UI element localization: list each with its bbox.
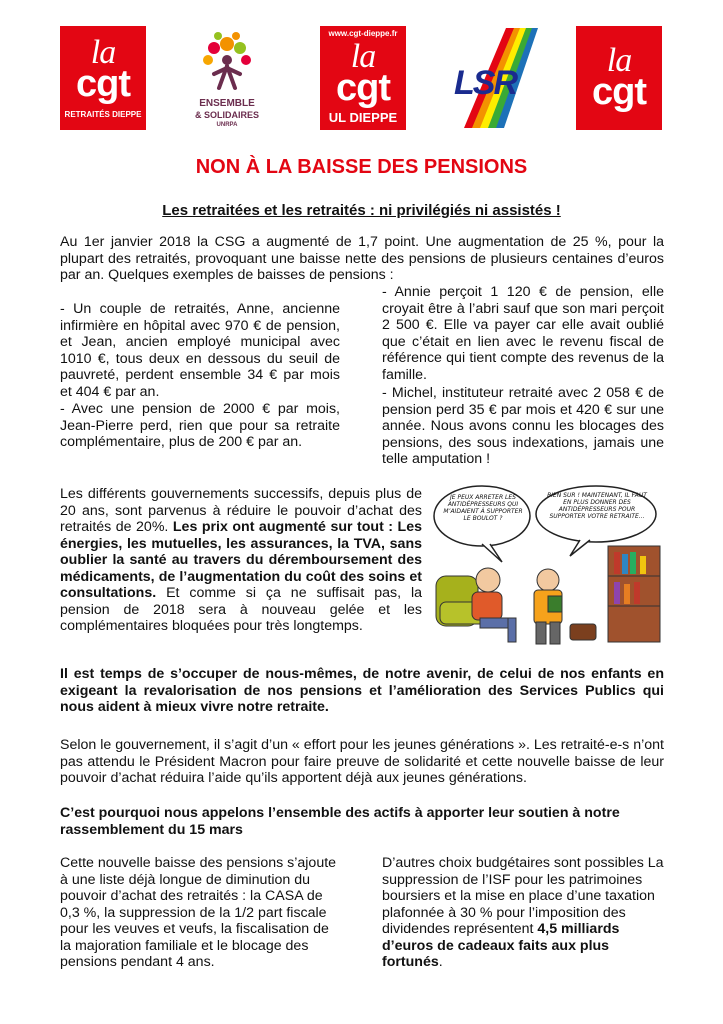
lsr-logo: LSR — [446, 26, 538, 130]
page-subtitle: Les retraitées et les retraités : ni privilégiés ni assistés ! — [162, 202, 561, 219]
budget-choices-paragraph: D’autres choix budgétaires sont possibles La suppression de l’ISF pour les patrimoines boursiers et la mise en place d’une taxation plafonnée à 30 % pour l’imposition des dividendes représentent 4,5 milliards d’euros de cadeaux faits aux plus fortunés. — [382, 855, 664, 970]
flower-figure-icon — [188, 26, 266, 96]
intro-paragraph: Au 1er janvier 2018 la CSG a augmenté de 1,7 point. Une augmentation de 25 %, pour la plupart des retraités, provoquant une baisse nette des pensions de plusieurs centaines d’euros par an. Quelques exemples de baisses de pensions : — [60, 234, 664, 283]
ensemble-solidaires-logo: ENSEMBLE & SOLIDAIRES UNRPA — [188, 26, 266, 130]
government-effort-paragraph: Selon le gouvernement, il s’agit d’un « effort pour les jeunes générations ». Les retraité-e-s n’ont pas attendu le Président Macron pour faire preuve de solidarité et cette nouvelle baisse de leur pouvoir d’achat réduira l’aide qu’ils apportent déjà aux jeunes générations. — [60, 737, 664, 786]
cgt-logo: la cgt — [576, 26, 662, 130]
page-title: NON À LA BAISSE DES PENSIONS — [195, 156, 528, 178]
governments-text-1: Les différents gouvernements successifs, depuis plus de 20 ans, sont parvenus à réduire le pouvoir d’achat des retraités de 20%. — [60, 486, 422, 535]
cartoon-illustration — [430, 484, 666, 650]
governments-paragraph — [60, 486, 422, 635]
cgt-retraites-dieppe-logo: la cgt RETRAITÉS DIEPPE — [60, 26, 146, 130]
governments-text-2: Et comme si ça ne suffisait pas, la pension de 2018 sera à nouveau gelée et les complémentaires bloquées pour très longtemps. — [60, 585, 422, 634]
cartoon-bubble-left: JE PEUX ARRÊTER LES ANTIDÉPRESSEURS QUI M’AIDAIENT À SUPPORTER LE BOULOT ? — [443, 494, 523, 522]
example-annie: - Annie perçoit 1 120 € de pension, elle croyait être à l’abri sauf que son mari perçoit 2 500 €. Elle va payer car elle avait oublié que c’était en lien avec le revenu fiscal de référence qui tient compte des revenus de la famille. — [382, 284, 664, 383]
call-to-action-bold: Il est temps de s’occuper de nous-mêmes, de notre avenir, de celui de nos enfants en exigeant la revalorisation de nos pensions et l’amélioration des Services Publics qui nous aident à mieux vivre notre retraite. — [60, 666, 664, 715]
gifts-to-wealthy-bold: 4,5 milliards d’euros de cadeaux faits aux plus fortunés — [382, 921, 620, 970]
appeal-rally-bold: C’est pourquoi nous appelons l’ensemble des actifs à apporter leur soutien à notre rassemblement du 15 mars — [60, 805, 620, 838]
purchasing-power-list: Cette nouvelle baisse des pensions s’ajoute à une liste déjà longue de diminution du pouvoir d’achat des retraités : la CASA de 0,3 %, la suppression de la 1/2 part fiscale pour les veuves et veufs, la fiscalisation de la majoration familiale et le blocage des pensions pendant 4 ans. — [60, 855, 337, 970]
cartoon-bubble-right: BIEN SÛR ! MAINTENANT, IL FAUT EN PLUS DONNER DES ANTIDÉPRESSEURS POUR SUPPORTER VOTRE RETRAITE... — [547, 492, 647, 520]
example-jean-pierre: - Avec une pension de 2000 € par mois, Jean-Pierre perd, rien que pour sa retraite complémentaire, plus de 200 € par an. — [60, 401, 340, 450]
governments-bold-text: Les prix ont augmenté sur tout : Les énergies, les mutuelles, les assurances, la TVA, sans oublier la santé au travers du déremboursement des médicaments, de l’augmentation du coût des soins et consultations. — [60, 519, 422, 601]
cgt-ul-dieppe-logo: www.cgt-dieppe.fr la cgt UL DIEPPE — [320, 26, 406, 130]
example-anne-jean: - Un couple de retraités, Anne, ancienne infirmière en hôpital avec 970 € de pension, et Jean, ancien employé municipal avec 1010 €, tous deux en dessous du seuil de pauvreté, perdent ensemble 34 € par mois et 404 € par an. — [60, 301, 340, 400]
example-michel: - Michel, instituteur retraité avec 2 058 € de pension perd 35 € par mois et 420 € sur une année. Nous avons connu les blocages des pensions, des sous indexations, jamais une telle amputation ! — [382, 385, 664, 467]
